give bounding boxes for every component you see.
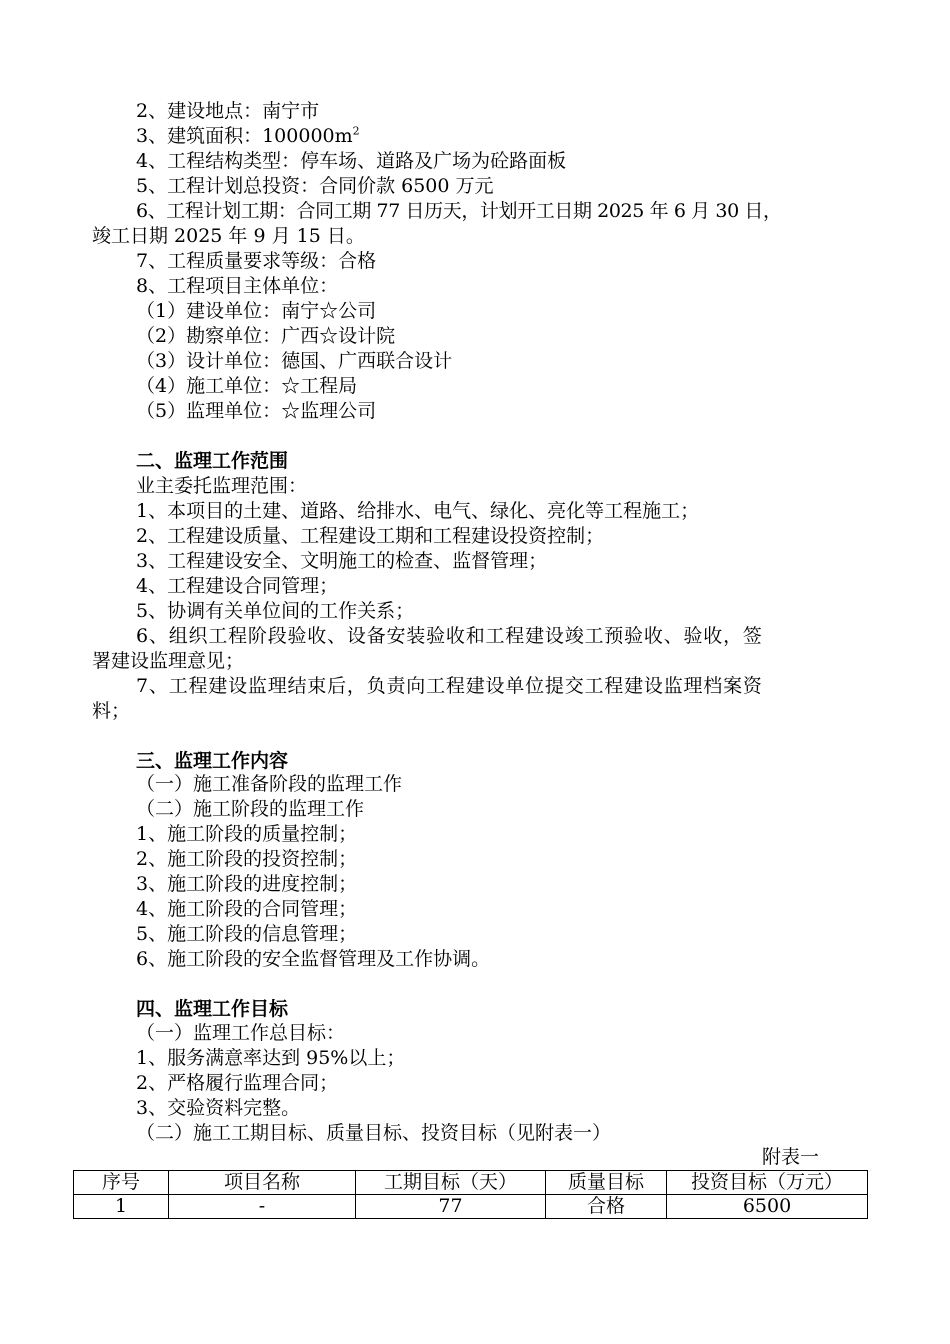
location-line: 2、建设地点：南宁市 — [136, 100, 320, 122]
table-header-cell: 投资目标（万元） — [667, 1171, 868, 1195]
section-4-sub-1: （一）监理工作总目标： — [136, 1022, 346, 1044]
target-item: 1、服务满意率达到 95%以上； — [136, 1047, 406, 1069]
content-item: 1、施工阶段的质量控制； — [136, 823, 358, 845]
table-header-cell: 工期目标（天） — [356, 1171, 546, 1195]
section-2-heading: 二、监理工作范围 — [136, 450, 289, 472]
section-4-sub-2: （二）施工工期目标、质量目标、投资目标（见附表一） — [136, 1122, 612, 1144]
table-header-row — [74, 1171, 868, 1195]
parties-title: 8、工程项目主体单位： — [136, 275, 339, 297]
scope-item-6-line-2: 署建设监理意见； — [92, 650, 245, 672]
section-2-intro: 业主委托监理范围： — [136, 475, 308, 497]
scope-item-7-line-1: 7、工程建设监理结束后，负责向工程建设单位提交工程建设监理档案资 — [136, 675, 763, 697]
section-3-heading: 三、监理工作内容 — [136, 750, 289, 772]
scope-item: 2、工程建设质量、工程建设工期和工程建设投资控制； — [136, 525, 605, 547]
section-3-sub-1: （一）施工准备阶段的监理工作 — [136, 773, 403, 795]
table-cell: - — [169, 1195, 356, 1219]
party-item: （2）勘察单位：广西☆设计院 — [136, 325, 396, 347]
period-line-1: 6、工程计划工期：合同工期 77 日历天，计划开工日期 2025 年 6 月 30 日， — [136, 200, 782, 222]
table-cell: 6500 — [667, 1195, 868, 1219]
quality-line: 7、工程质量要求等级：合格 — [136, 250, 377, 272]
area-superscript: 2 — [352, 124, 360, 138]
party-item: （1）建设单位：南宁☆公司 — [136, 300, 377, 322]
section-3-sub-2: （二）施工阶段的监理工作 — [136, 798, 365, 820]
area-line — [136, 124, 360, 149]
scope-item: 3、工程建设安全、文明施工的检查、监督管理； — [136, 550, 548, 572]
targets-table — [73, 1170, 868, 1219]
table-cell: 1 — [74, 1195, 169, 1219]
scope-item-7-line-2: 料； — [92, 700, 131, 722]
table-cell: 合格 — [546, 1195, 667, 1219]
party-item: （3）设计单位：德国、广西联合设计 — [136, 350, 453, 372]
scope-item: 4、工程建设合同管理； — [136, 575, 339, 597]
party-item: （5）监理单位：☆监理公司 — [136, 400, 377, 422]
period-line-2: 竣工日期 2025 年 9 月 15 日。 — [92, 225, 365, 247]
table-header-cell: 质量目标 — [546, 1171, 667, 1195]
structure-line: 4、工程结构类型：停车场、道路及广场为砼路面板 — [136, 150, 567, 172]
table-header-cell: 序号 — [74, 1171, 169, 1195]
area-text: 3、建筑面积：100000m — [136, 125, 353, 147]
section-4-heading: 四、监理工作目标 — [136, 998, 289, 1020]
content-item: 4、施工阶段的合同管理； — [136, 898, 358, 920]
investment-line: 5、工程计划总投资：合同价款 6500 万元 — [136, 175, 494, 197]
content-item: 3、施工阶段的进度控制； — [136, 873, 358, 895]
attachment-label: 附表一 — [762, 1146, 820, 1168]
table-cell: 77 — [356, 1195, 546, 1219]
scope-item-6-line-1: 6、组织工程阶段验收、设备安装验收和工程建设竣工预验收、验收，签 — [136, 625, 763, 647]
content-item: 6、施工阶段的安全监督管理及工作协调。 — [136, 948, 491, 970]
content-item: 2、施工阶段的投资控制； — [136, 848, 358, 870]
scope-item: 5、协调有关单位间的工作关系； — [136, 600, 415, 622]
content-item: 5、施工阶段的信息管理； — [136, 923, 358, 945]
target-item: 3、交验资料完整。 — [136, 1097, 301, 1119]
scope-item: 1、本项目的土建、道路、给排水、电气、绿化、亮化等工程施工； — [136, 500, 700, 522]
target-item: 2、严格履行监理合同； — [136, 1072, 339, 1094]
table-header-cell: 项目名称 — [169, 1171, 356, 1195]
party-item: （4）施工单位：☆工程局 — [136, 375, 358, 397]
table-row — [74, 1195, 868, 1219]
